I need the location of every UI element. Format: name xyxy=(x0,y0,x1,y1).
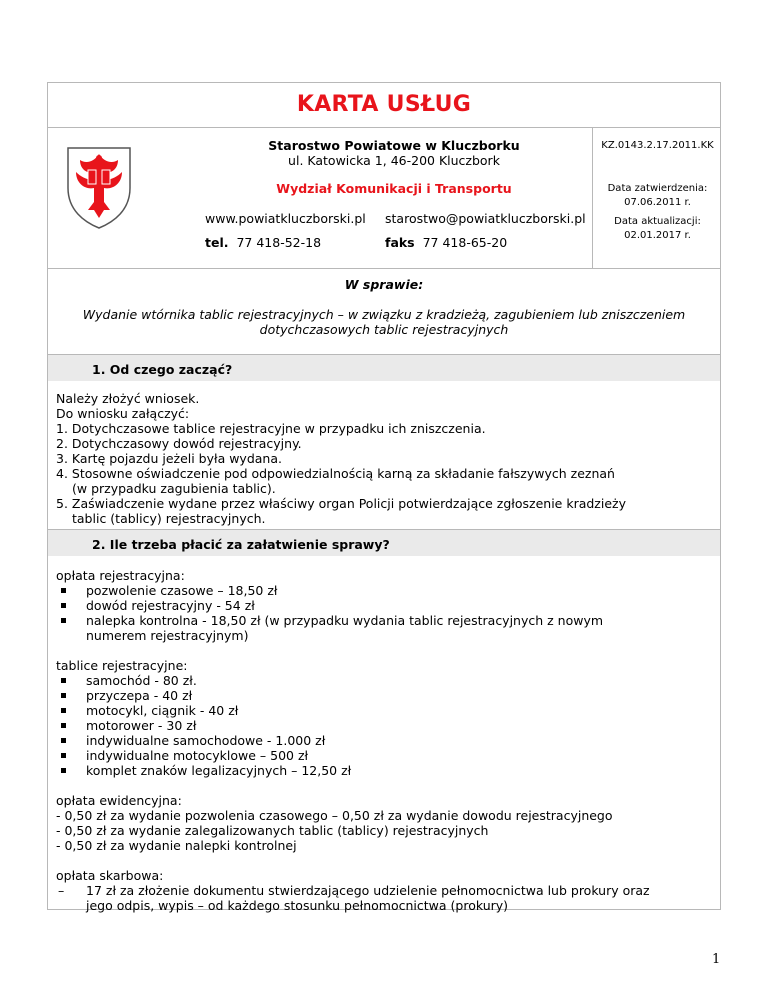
dash-bullet: – xyxy=(58,883,65,898)
email-link[interactable]: starostwo@powiatkluczborski.pl xyxy=(385,211,586,226)
bullet-icon xyxy=(61,678,66,683)
fax-value: 77 418-65-20 xyxy=(422,235,508,250)
section1-line: Do wniosku załączyć: xyxy=(56,406,190,421)
plates-item: komplet znaków legalizacyjnych – 12,50 zł xyxy=(86,763,352,778)
phone-number xyxy=(205,235,321,250)
section1-line: 3. Kartę pojazdu jeżeli była wydana. xyxy=(56,451,282,466)
bullet-icon xyxy=(61,603,66,608)
phone-value: 77 418-52-18 xyxy=(236,235,322,250)
plates-label: tablice rejestracyjne: xyxy=(56,658,188,673)
approval-date: 07.06.2011 r. xyxy=(624,197,691,208)
organization-name: Starostwo Powiatowe w Kluczborku xyxy=(268,138,520,153)
section2-heading: 2. Ile trzeba płacić za załatwienie sprawy? xyxy=(92,537,390,552)
coat-of-arms-logo xyxy=(64,144,134,234)
approval-date-label: Data zatwierdzenia: xyxy=(607,183,708,194)
registration-fee-label: opłata rejestracyjna: xyxy=(56,568,185,583)
section1-heading: 1. Od czego zacząć? xyxy=(92,362,233,377)
registration-fee-item: dowód rejestracyjny - 54 zł xyxy=(86,598,255,613)
bullet-icon xyxy=(61,768,66,773)
subject-line-1: Wydanie wtórnika tablic rejestracyjnych – w związku z kradzieżą, zagubieniem lub zniszczeniem xyxy=(82,307,686,322)
bullet-icon xyxy=(61,618,66,623)
plates-item: motorower - 30 zł xyxy=(86,718,197,733)
records-fee-item: - 0,50 zł za wydanie pozwolenia czasowego – 0,50 zł za wydanie dowodu rejestracyjnego xyxy=(56,808,613,823)
header-right-divider xyxy=(592,127,593,268)
plates-item: indywidualne samochodowe - 1.000 zł xyxy=(86,733,326,748)
registration-fee-item: nalepka kontrolna - 18,50 zł (w przypadku wydania tablic rejestracyjnych z nowym xyxy=(86,613,604,628)
plates-item: motocykl, ciągnik - 40 zł xyxy=(86,703,239,718)
section1-line: 4. Stosowne oświadczenie pod odpowiedzialnością karną za składanie fałszywych zeznań xyxy=(56,466,615,481)
section1-line: 2. Dotychczasowy dowód rejestracyjny. xyxy=(56,436,302,451)
subject-heading: W sprawie: xyxy=(344,277,424,292)
bullet-icon xyxy=(61,693,66,698)
records-fee-item: - 0,50 zł za wydanie nalepki kontrolnej xyxy=(56,838,297,853)
subject-text xyxy=(60,307,708,337)
bullet-icon xyxy=(61,723,66,728)
department-name: Wydział Komunikacji i Transportu xyxy=(276,181,512,196)
section1-line: tablic (tablicy) rejestracyjnych. xyxy=(72,511,266,526)
page-title: KARTA USŁUG xyxy=(296,92,472,117)
bullet-icon xyxy=(61,738,66,743)
title-divider xyxy=(48,127,720,128)
registration-fee-item: numerem rejestracyjnym) xyxy=(86,628,249,643)
phone-label: tel. xyxy=(205,235,229,250)
plates-item: przyczepa - 40 zł xyxy=(86,688,193,703)
header-bottom-divider xyxy=(48,268,720,269)
subject-line-2: dotychczasowych tablic rejestracyjnych xyxy=(259,322,509,337)
records-fee-label: opłata ewidencyjna: xyxy=(56,793,182,808)
fax-label: faks xyxy=(385,235,415,250)
records-fee-item: - 0,50 zł za wydanie zalegalizowanych tablic (tablicy) rejestracyjnych xyxy=(56,823,489,838)
bullet-icon xyxy=(61,753,66,758)
page-number: 1 xyxy=(712,952,721,967)
fax-number xyxy=(385,235,507,250)
plates-item: samochód - 80 zł. xyxy=(86,673,197,688)
bullet-icon xyxy=(61,588,66,593)
registration-fee-item: pozwolenie czasowe – 18,50 zł xyxy=(86,583,278,598)
organization-address: ul. Katowicka 1, 46-200 Kluczbork xyxy=(288,153,500,168)
website-link[interactable]: www.powiatkluczborski.pl xyxy=(205,211,366,226)
plates-item: indywidualne motocyklowe – 500 zł xyxy=(86,748,309,763)
stamp-fee-item: 17 zł za złożenie dokumentu stwierdzającego udzielenie pełnomocnictwa lub prokury oraz xyxy=(86,883,650,898)
section1-line: 1. Dotychczasowe tablice rejestracyjne w przypadku ich zniszczenia. xyxy=(56,421,486,436)
update-date-label: Data aktualizacji: xyxy=(614,216,701,227)
update-date: 02.01.2017 r. xyxy=(624,230,691,241)
section1-line: Należy złożyć wniosek. xyxy=(56,391,200,406)
document-code: KZ.0143.2.17.2011.KK xyxy=(601,140,714,151)
stamp-fee-item: jego odpis, wypis – od każdego stosunku pełnomocnictwa (prokury) xyxy=(86,898,509,913)
section1-line: 5. Zaświadczenie wydane przez właściwy organ Policji potwierdzające zgłoszenie kradzieży xyxy=(56,496,626,511)
section1-line: (w przypadku zagubienia tablic). xyxy=(72,481,276,496)
bullet-icon xyxy=(61,708,66,713)
stamp-fee-label: opłata skarbowa: xyxy=(56,868,164,883)
